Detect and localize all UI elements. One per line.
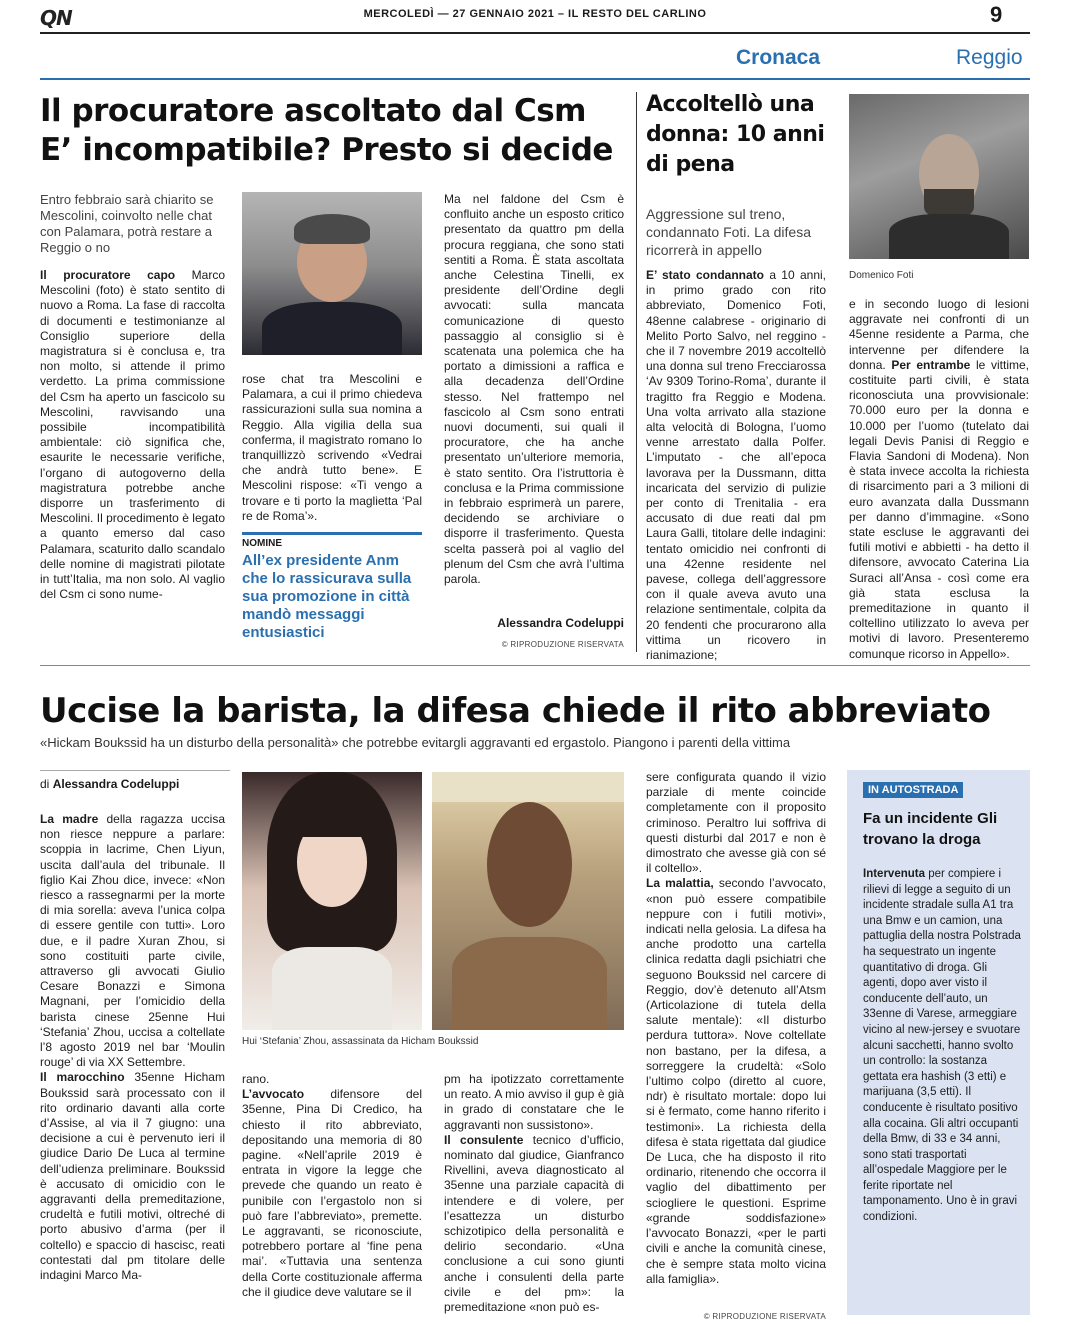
article3-col1-text: della ragazza uccisa non riesce neppure a parlare: scoppia in lacrime, Chen Liyun, uscita dall’aula del tribunale. Il figlio Kai Zhou dice, invece: «Non riesco a rassegnarmi per la morte di mia sorella: aveva l’unica colpa di essere gentile con tutti». Loro due, e il padre Xuran Zhou, si sono costituiti parte civile, attraverso gli avvocati Giulio Cesare Bonazzi e Simona Magnani, per l’omicidio della barista cinese 25enne Hui ‘Stefania’ Zhou, uccisa a coltellate l’8 agosto 2019 nel bar ‘Moulin rouge’ di via XX Settembre.: [40, 812, 225, 1070]
article2-headline: Accoltellò una donna: 10 anni di pena: [646, 92, 825, 177]
sidebar-kicker: IN AUTOSTRADA: [863, 782, 963, 798]
foti-caption: Domenico Foti: [849, 270, 914, 281]
article2-lead: E’ stato condannato: [646, 268, 764, 282]
article3-byline: [40, 777, 179, 791]
article3-column4: [646, 770, 826, 1287]
city-label: Reggio: [956, 46, 1023, 69]
article3-col3-text-a: pm ha ipotizzato correttamente un reato. A mio avviso il gup è già in grado di constatare che le aggravanti non sussistono».: [444, 1072, 624, 1132]
article3-col2-text: difensore del 35enne, Pina Di Credico, ha chiesto il rito abbreviato, depositando una memoria di 80 pagine. «Nell’aprile 2019 è entrata in vigore la legge che prevede che quando un reato è punibile con l’ergastolo non si può fare l’abbreviato», premette. Le aggravanti, se riconosciute, potrebbero portare al ‘fine pena mai’. «Tuttavia una sentenza della Corte costituzionale afferma che il giudice deve valutare se il: [242, 1087, 422, 1299]
article3-col1-text-b: 35enne Hicham Boukssid sarà processato con il rito ordinario davanti alla corte d’Assise, al via il 7 giugno: una decisione a cui è pervenuto ieri il giudice Dario De Luca al termine dell’udienza preliminare. Boukssid è accusato di omicidio con le aggravanti della premeditazione, crudeltà e futili motivi, oltreché di porto abusivo d’arma (per il coltello) e spaccio di hascisc, reati contestati dal pm titolare delle indagini Marco Ma-: [40, 1070, 225, 1283]
nomine-kicker: NOMINE: [242, 538, 282, 549]
foti-photo: [849, 94, 1029, 259]
article3-column3: [444, 1072, 624, 1315]
nomine-rule: [242, 532, 422, 535]
article1-lead: Il procuratore capo: [40, 268, 176, 282]
article2-intro: Aggressione sul treno, condannato Foti. La difesa ricorrerà in appello: [646, 206, 812, 258]
article2-col1-text: a 10 anni, in primo grado con rito abbreviato, Domenico Foti, 48enne calabrese - originario di Melito Porto Salvo, nel reggino - che il 7 novembre 2019 accoltellò una donna sul treno Frecciarossa ‘Av 9309 Torino-Roma’, durante il tragitto fra Reggio e Modena. Una volta arrivato alla stazione alta velocità di Bologna, l’uomo venne arrestato dalla Polfer. L’imputato - che all’epoca lavorava per la Dussmann, ditta incaricata del servizio di pulizie per conto di Trenitalia - era accusato di due reati dal pm Laura Galli, titolare delle indagini: tentato omicidio nei confronti di una 42enne residente nel pavese, collega dell’aggressore con il quale aveva avuto una relazione sentimentale, colpita da 20 fendenti che procurarono alla vittima un ricovero in rianimazione;: [646, 268, 826, 663]
header-rule: [40, 32, 1030, 34]
article3-col2-text-a: rano.: [242, 1072, 270, 1086]
nomine-title: All’ex presidente Anm che lo rassicurava sulla sua promozione in città mandò messaggi entusiastici: [242, 552, 412, 641]
article1-column3: Ma nel faldone del Csm è confluito anche un esposto critico presentato da quattro pm della procura reggiana, che sono stati sentiti a Roma. È stata ascoltata anche Celestina Tinelli, ex presidente dell’Ordine degli avvocati: sulla mancata comunicazione di questo passaggio al consiglio si è scatenata una polemica che ha portato a dimissioni a raffica e alla decadenza dell’Ordine stesso. Nel frattempo nel fascicolo al Csm sono entrati nuovi documenti, sui quali il procuratore, che ha anche presentato un’ulteriore memoria, è stato sentito. Ora l’istruttoria è conclusa e la Prima commissione in febbraio esprimerà un parere, decidendo se archiviare o disporre il trasferimento. Questa scelta passerà poi al vaglio del plenum del Csm che avrà l’ultima parola.: [444, 192, 624, 587]
page-number: 9: [990, 2, 1003, 27]
article3-headline: Uccise la barista, la difesa chiede il rito abbreviato: [40, 691, 991, 731]
article3-lead-d: Il consulente: [444, 1132, 524, 1147]
article3-col3-text: tecnico d’ufficio, nominato dal giudice, Gianfranco Rivellini, aveva diagnosticato al 35enne una parziale capacità di intendere e di volere, per l’esattezza un disturbo schizotipico della personalità e delirio secondario. «Una conclusione a cui sono giunti anche i consulenti della parte civile e del pm»: la premeditazione «non può es-: [444, 1132, 624, 1315]
article3-rights: © RIPRODUZIONE RISERVATA: [703, 1312, 826, 1321]
sidebar-title: Fa un incidente Gli trovano la droga: [863, 810, 998, 848]
article2-col2-text-b: le vittime, costituite parti civili, è stata riconosciuta una provvisionale: 70.000 euro per la donna e 10.000 per l’uomo (tutelato dai legali Devis Panisi di Reggio e Flavia Sandoni di Modena). Non è stata invece accolta la richiesta di risarcimento pari a 3 milioni di euro avanzata dalla Dussmann per danno d’immagine. «Sono state escluse le aggravanti dei futili motivi e abbietti - ha detto il difensore, avvocato Caterina Lia Suraci all’Ansa - così come era già stata esclusa la premeditazione in quanto il coltellino utilizzato lo aveva per motivi di lavoro. Presenteremo comunque ricorso in Appello».: [849, 357, 1029, 661]
article3-subhead: «Hickam Boukssid ha un disturbo della personalità» che potrebbe evitargli aggravanti ed ergastolo. Piangono i parenti della vittima: [40, 735, 791, 750]
sidebar-text: [863, 867, 1021, 1226]
newspaper-logo: QN: [40, 6, 72, 30]
sidebar-body: per compiere i rilievi di legge a seguito di un incidente stradale sulla A1 tra una Bmw e un camion, una pattuglia della nostra Polstrada ha sequestrato un ingente quantitativo di droga. Gli agenti, dopo aver visto il conducente dell’auto, un 33enne di Varese, armeggiare vicino al new-jersey e svuotare alcuni sacchetti, hanno svolto un controllo: la sostanza gettata era hashish (3 etti) e marijuana (3,5 etti). Il conducente è risultato positivo alla cocaina. Gli altri occupanti della Bmw, di 33 e 34 anni, sono stati trasportati all’ospedale Maggiore per le ferite riportate nel tamponamento. Uno è in gravi condizioni.: [863, 868, 1021, 1224]
article3-lead-b: Il marocchino: [40, 1070, 125, 1085]
sidebar-lead: Intervenuta: [863, 868, 925, 880]
victim-photo: [242, 772, 422, 1030]
article3-column2: [242, 1072, 422, 1300]
section-label: Cronaca: [736, 46, 821, 69]
byline-name: Alessandra Codeluppi: [52, 777, 180, 791]
article1-intro: Entro febbraio sarà chiarito se Mescolini, coinvolto nelle chat con Palamara, potrà restare a Reggio o no: [40, 192, 214, 255]
article2-column1: [646, 268, 826, 663]
article2-column2: [849, 297, 1029, 662]
prosecutor-photo: [242, 192, 422, 355]
section-rule: [40, 78, 1030, 80]
article1-headline: [40, 92, 630, 170]
article2-col2-text: e in secondo luogo di lesioni aggravate nei confronti di un 45enne residente a Parma, che intervenne per difendere la donna.: [849, 297, 1029, 372]
column-divider: [636, 92, 637, 652]
article3-col4-text-a: sere configurata quando il vizio parziale di mente coincide completamente con il proposito criminoso. Peraltro lui soffriva di questi disturbi dal 2017 e non è dimostrato che avesse già con sé il coltello».: [646, 770, 826, 876]
article1-column2: rose chat tra Mescolini e Palamara, a cui il primo chiedeva rassicurazioni sulla sua nomina a Reggio. Alla vigilia della sua conferma, il magistrato romano lo tranquillizzò scrivendo «Vedrai che andrà tutto bene». E Mescolini rispose: «Ti vengo a trovare e ti porto la maglietta ‘Pal re de Roma’».: [242, 372, 422, 523]
article1-headline-line2: E’ incompatibile? Presto si decide: [40, 132, 613, 168]
article1-rights: © RIPRODUZIONE RISERVATA: [501, 640, 624, 649]
article3-photo-caption: Hui ‘Stefania’ Zhou, assassinata da Hicham Boukssid: [242, 1036, 479, 1047]
masthead-date: MERCOLEDÌ — 27 GENNAIO 2021 – IL RESTO DEL CARLINO: [363, 8, 707, 20]
section-divider: [40, 665, 1030, 666]
article1-headline-line1: Il procuratore ascoltato dal Csm: [40, 93, 586, 129]
byline-rule: [40, 770, 230, 771]
article3-col4-text: secondo l’avvocato, «non può essere compatibile neppure con i futili motivi», indicati nella gelosia. La difesa ha anche prodotto una cartella clinica redatta dagli psichiatri che seguono Boukssid nel carcere di Reggio, dov’è detenuto all’Atsm (Articolazione di tutela della salute mentale): «Il disturbo perdura tuttora». Nove coltellate non bastano, per la difesa, a sorreggere la crudeltà: «Solo l’ultimo colpo (diretto al cuore, ndr) è risultato mortale: dopo lui si è fermato, come hanno riferito i testimoni». La richiesta della difesa è stata rigettata dal giudice De Luca, che ha disposto il rito ordinario, ritenendo che occorra il vaglio del dibattimento per sciogliere le questioni. Esprime «grande soddisfazione» l’avvocato Bonazzi, «per le parti civili e anche la comunità cinese, che è sempre stata molto vicina alla famiglia».: [646, 876, 826, 1286]
article3-lead-e: La malattia,: [646, 876, 714, 891]
article1-author: Alessandra Codeluppi: [497, 616, 624, 630]
article1-col1-text: Marco Mescolini (foto) è stato sentito di nuovo a Roma. La fase di raccolta di documenti e testimonianze al Consiglio superiore della magistratura si è conclusa e, tra non molto, si attende il primo verdetto. La prima commissione del Csm ha aperto un fascicolo su Mescolini, ravvisando una possibile incompatibilità ambientale: ciò significa che, esaurite le necessarie verifiche, l’organo di autogoverno della magistratura potrebbe anche disporre un trasferimento di Mescolini. Il procedimento è legato a quanto emerso dal caso Palamara, scaturito dallo scandalo delle nomine di magistrati pilotate in tutt’Italia, ma non solo. Al vaglio del Csm ci sono nume-: [40, 268, 225, 602]
byline-prefix: di: [40, 777, 50, 791]
article3-column1: [40, 812, 225, 1283]
article2-lead-b: Per entrambe: [891, 357, 971, 372]
article3-lead-c: L’avvocato: [242, 1087, 305, 1102]
article1-column1: [40, 268, 225, 602]
suspect-photo: [432, 772, 624, 1030]
article3-lead: La madre: [40, 812, 99, 826]
